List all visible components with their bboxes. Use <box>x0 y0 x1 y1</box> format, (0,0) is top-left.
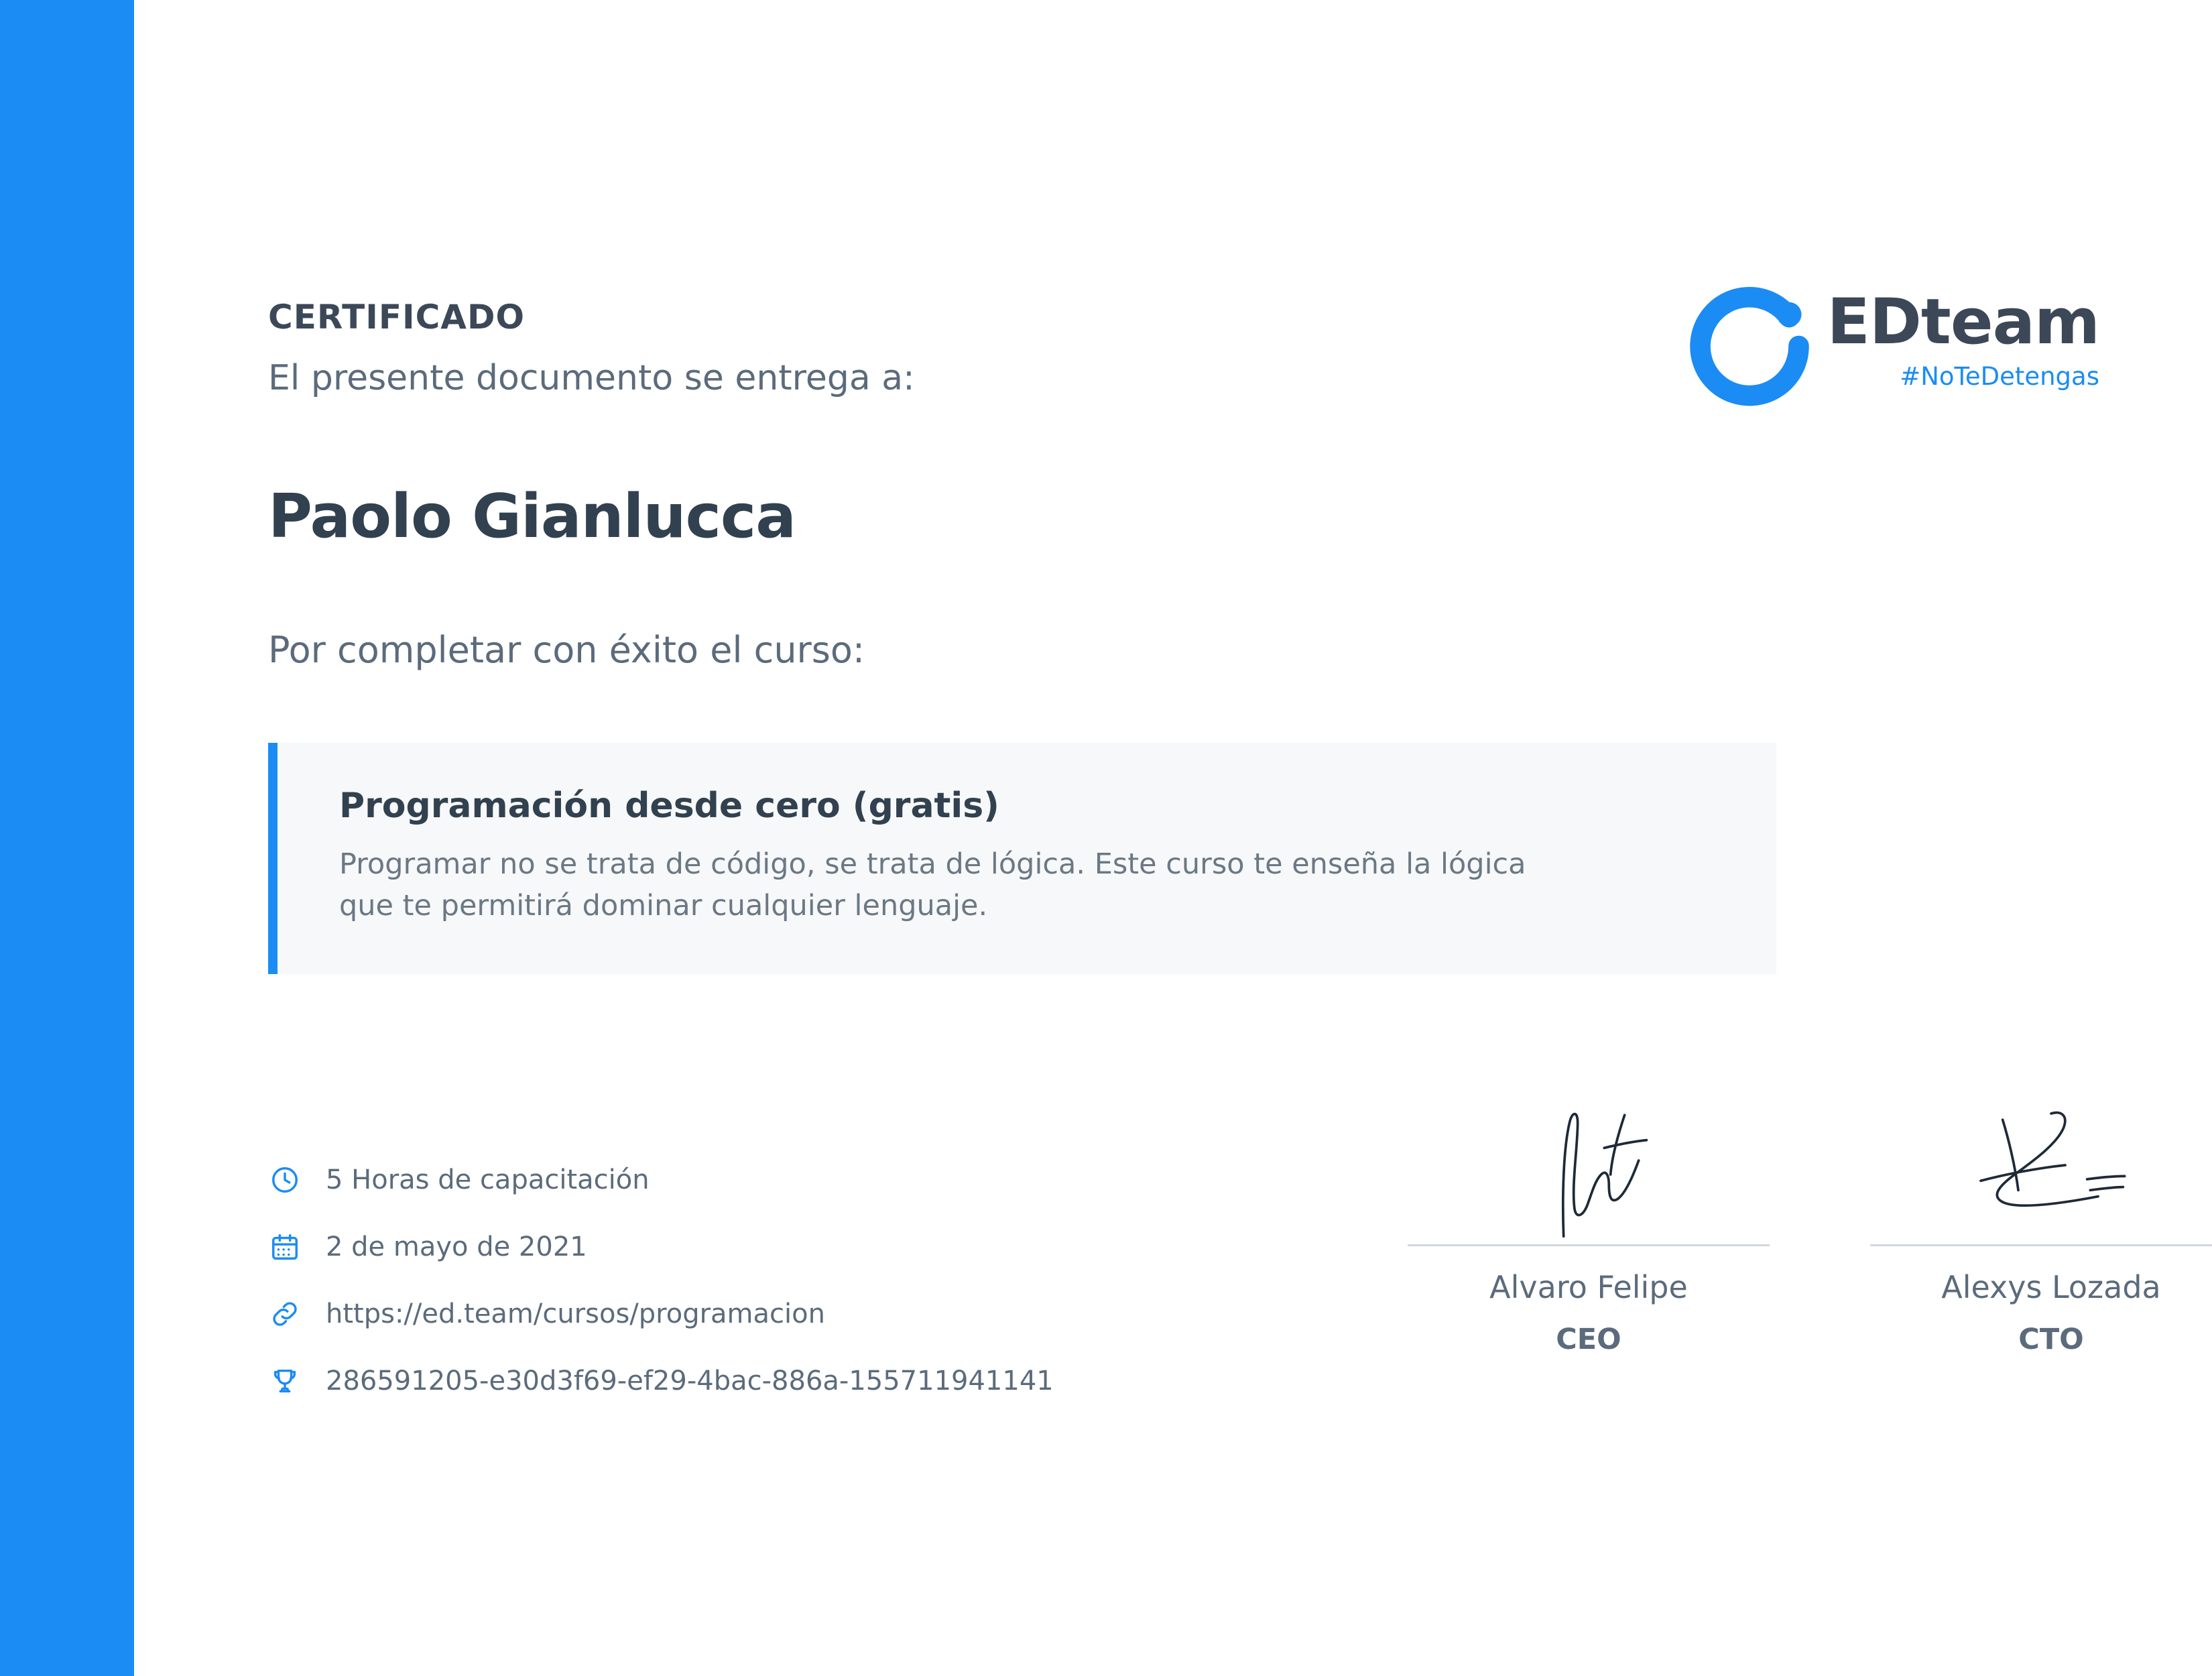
edteam-wordmark-team: team <box>1920 286 2099 359</box>
meta-row-date <box>268 1213 1054 1280</box>
meta-text-url[interactable]: https://ed.team/cursos/programacion <box>326 1299 825 1329</box>
meta-row-code <box>268 1348 1054 1415</box>
signature-cto-name: Alexys Lozada <box>1941 1269 2161 1305</box>
signature-ceo-mark-icon <box>1408 1099 1770 1240</box>
course-description: Programar no se trata de código, se trata de lógica. Este curso te enseña la lógica que te permitirá dominar cualquier lenguaje. <box>339 847 1526 923</box>
edteam-tagline: #NoTeDetengas <box>1900 362 2099 391</box>
trophy-icon <box>268 1364 302 1398</box>
course-title: Programación desde cero (gratis) <box>339 786 999 826</box>
signature-cto <box>1870 1099 2212 1356</box>
signature-ceo <box>1408 1099 1770 1356</box>
left-accent-bar <box>0 0 134 1676</box>
edteam-logo-text <box>1827 271 2099 391</box>
signature-cto-role: CTO <box>2018 1323 2084 1356</box>
certificate-label: CERTIFICADO <box>268 298 525 337</box>
signature-ceo-line <box>1408 1244 1770 1246</box>
calendar-icon <box>268 1230 302 1264</box>
meta-row-duration <box>268 1146 1054 1213</box>
recipient-name: Paolo Gianlucca <box>268 481 796 552</box>
meta-text-code: 286591205-e30d3f69-ef29-4bac-886a-155711941141 <box>326 1366 1054 1396</box>
certificate-subtitle: El presente documento se entrega a: <box>268 358 915 398</box>
signature-cto-line <box>1870 1244 2212 1246</box>
signature-ceo-role: CEO <box>1556 1323 1621 1356</box>
link-icon <box>268 1297 302 1331</box>
meta-text-duration: 5 Horas de capacitación <box>326 1164 650 1195</box>
clock-icon <box>268 1163 302 1197</box>
edteam-logo-mark-icon <box>1681 278 1818 414</box>
certificate-content <box>268 0 2212 1676</box>
signature-cto-mark-icon <box>1870 1099 2212 1240</box>
completion-text: Por completar con éxito el curso: <box>268 629 865 671</box>
meta-text-date: 2 de mayo de 2021 <box>326 1232 587 1262</box>
meta-row-url[interactable] <box>268 1280 1054 1348</box>
edteam-wordmark-ed: ED <box>1827 286 1921 359</box>
edteam-wordmark <box>1827 286 2099 359</box>
course-card <box>268 743 1776 974</box>
signature-ceo-name: Alvaro Felipe <box>1489 1269 1688 1305</box>
signatures-block <box>1408 1099 2212 1356</box>
certificate-meta-list <box>268 1146 1054 1415</box>
edteam-logo <box>1681 271 2099 414</box>
